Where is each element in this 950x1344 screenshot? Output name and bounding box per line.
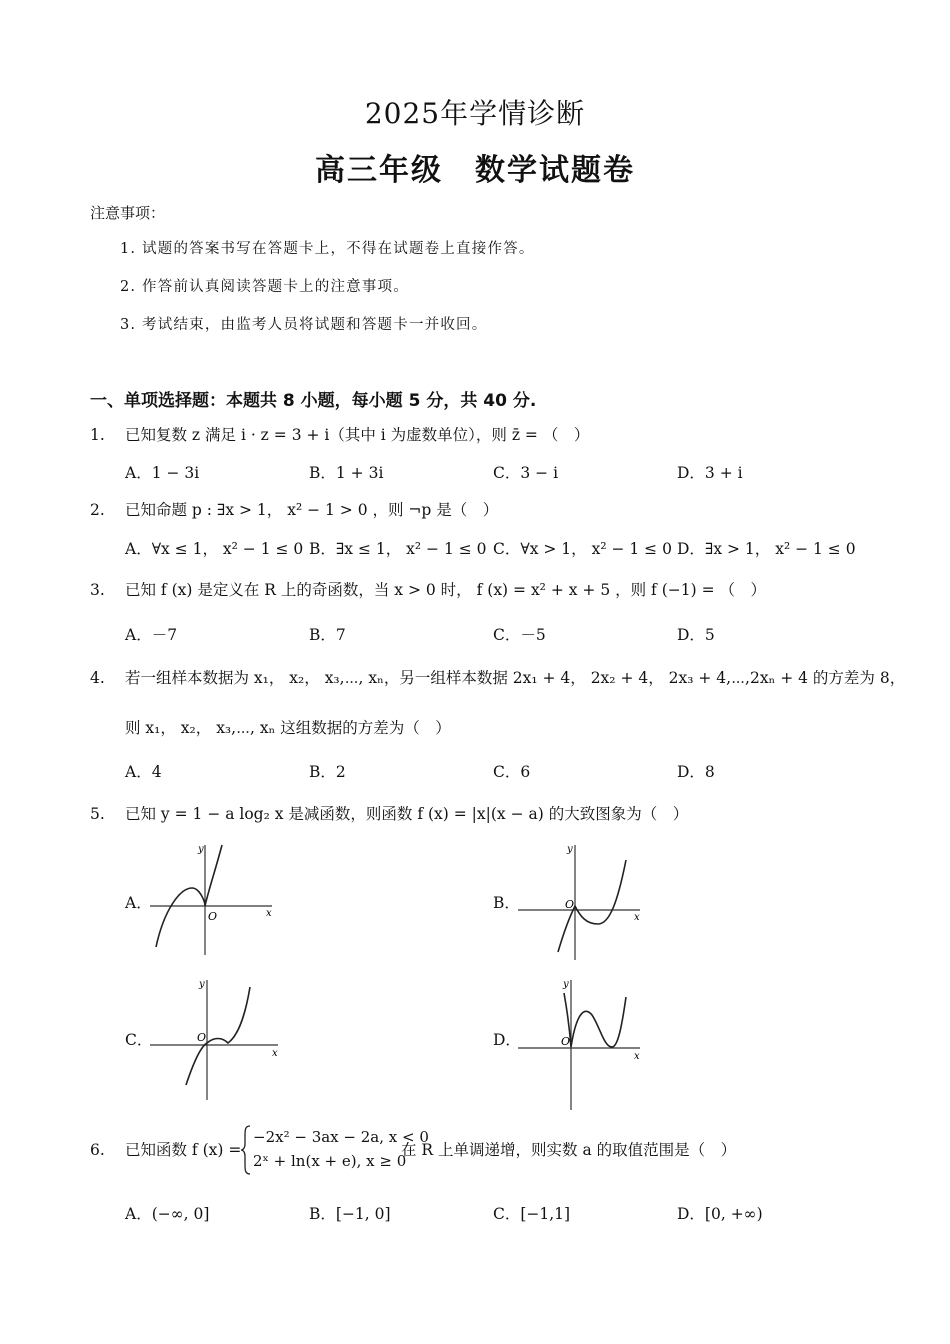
option-c: C．6: [493, 763, 531, 781]
option-b: B．[−1, 0]: [309, 1205, 391, 1223]
question-number: 2.: [90, 501, 105, 519]
page-title: 2025年学情诊断: [364, 97, 586, 130]
option-b: B．∃x ≤ 1， x² − 1 ≤ 0: [309, 540, 487, 558]
option-b: B．7: [309, 626, 346, 644]
question-stem-tail: 在 R 上单调递增，则实数 a 的取值范围是（ ）: [401, 1141, 737, 1159]
y-axis-label: y: [199, 979, 205, 990]
option-a: A．: [125, 894, 152, 912]
question-1: [90, 423, 589, 445]
question-number: 6.: [90, 1141, 105, 1159]
option-c: C．－5: [493, 626, 546, 644]
x-axis-label: x: [266, 908, 272, 919]
origin-label: O: [197, 1031, 207, 1044]
option-b: B．1 + 3i: [309, 464, 384, 482]
question-stem: 已知 f (x) 是定义在 R 上的奇函数，当 x > 0 时， f (x) = x² + x + 5 ，则 f (−1) = （ ）: [125, 581, 766, 599]
question-stem: 已知命题 p : ∃x > 1， x² − 1 > 0 ，则 ¬p 是（ ）: [125, 501, 499, 519]
option-d: D．8: [677, 763, 715, 781]
question-2: [90, 498, 498, 520]
origin-label: O: [208, 910, 218, 923]
question-number: 3.: [90, 581, 105, 599]
option-b: B．2: [309, 763, 346, 781]
piece-1: −2x² − 3ax − 2a, x < 0: [253, 1128, 429, 1146]
y-axis-label: y: [563, 979, 569, 990]
question-number: 1.: [90, 426, 105, 444]
notice-heading: 注意事项：: [90, 204, 166, 222]
option-d: D．∃x > 1， x² − 1 ≤ 0: [677, 540, 856, 558]
option-a: A．－7: [125, 626, 178, 644]
y-axis-label: y: [567, 844, 573, 855]
question-5: [90, 802, 688, 824]
question-stem: 若一组样本数据为 x₁， x₂， x₃,⋯, xₙ，另一组样本数据 2x₁ + 4， 2x₂ + 4， 2x₃ + 4,⋯,2xₙ + 4 的方差为 8，: [125, 669, 906, 687]
y-axis-label: y: [198, 844, 204, 855]
origin-label: O: [565, 898, 575, 911]
question-stem-head: 已知函数 f (x) =: [125, 1141, 242, 1159]
option-a: A．1 − 3i: [125, 464, 200, 482]
option-d: D．: [493, 1031, 521, 1049]
option-c: C．3 − i: [493, 464, 559, 482]
graph-a: [150, 840, 280, 955]
notice-item: 2. 作答前认真阅读答题卡上的注意事项。: [120, 279, 409, 295]
option-a: A．(−∞, 0]: [125, 1205, 210, 1223]
option-d: D．5: [677, 626, 715, 644]
option-c: C．∀x > 1， x² − 1 ≤ 0: [493, 540, 672, 558]
piecewise-brace: [240, 1124, 252, 1176]
notice-item: 1. 试题的答案书写在答题卡上，不得在试题卷上直接作答。: [120, 241, 535, 257]
x-axis-label: x: [272, 1048, 278, 1059]
section-heading: 一、单项选择题：本题共 8 小题，每小题 5 分，共 40 分.: [90, 391, 537, 411]
option-a: A．4: [125, 763, 162, 781]
question-4-continued: 则 x₁， x₂， x₃,⋯, xₙ 这组数据的方差为（ ）: [125, 719, 451, 737]
x-axis-label: x: [634, 912, 640, 923]
page-subtitle: 高三年级 数学试题卷: [315, 153, 635, 188]
question-4: [90, 666, 905, 688]
question-3: [90, 578, 766, 600]
notice-item: 3. 考试结束，由监考人员将试题和答题卡一并收回。: [120, 317, 488, 333]
option-d: D．[0, +∞): [677, 1205, 763, 1223]
option-a: A．∀x ≤ 1， x² − 1 ≤ 0: [125, 540, 304, 558]
graph-d: [518, 975, 648, 1110]
option-c: C．: [125, 1031, 153, 1049]
piece-2: 2ˣ + ln(x + e), x ≥ 0: [253, 1152, 407, 1170]
x-axis-label: x: [634, 1051, 640, 1062]
question-stem: 已知复数 z 满足 i · z = 3 + i（其中 i 为虚数单位），则 z̄ = （ ）: [125, 426, 590, 444]
question-stem: 已知 y = 1 − a log₂ x 是减函数，则函数 f (x) = |x|(x − a) 的大致图象为（ ）: [125, 805, 689, 823]
graph-c: [150, 975, 285, 1100]
origin-label: O: [561, 1035, 571, 1048]
option-c: C．[−1,1]: [493, 1205, 571, 1223]
option-d: D．3 + i: [677, 464, 743, 482]
graph-b: [518, 840, 648, 960]
question-number: 4.: [90, 669, 105, 687]
option-b: B．: [493, 894, 520, 912]
question-number: 5.: [90, 805, 105, 823]
question-6: [90, 1138, 241, 1160]
